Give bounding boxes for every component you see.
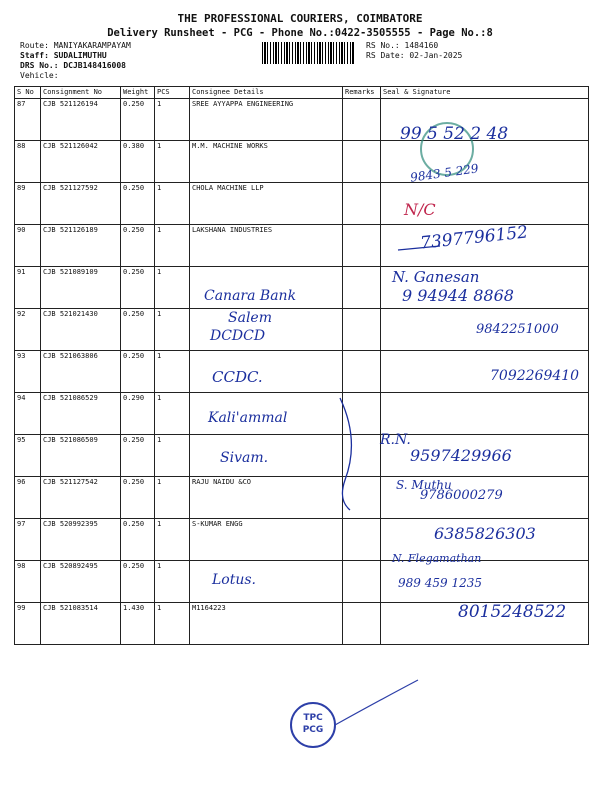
row-consignee: LAKSHANA INDUSTRIES bbox=[190, 225, 343, 267]
row-consignment-no: CJB 521126194 bbox=[41, 99, 121, 141]
row-pcs: 1 bbox=[155, 393, 190, 435]
handwriting-98: N. Flegamathan bbox=[392, 552, 482, 565]
header-signature: Seal & Signature bbox=[381, 87, 589, 99]
row-weight: 0.250 bbox=[121, 99, 155, 141]
handwriting-91: N. Ganesan bbox=[392, 268, 480, 286]
vehicle-text: Vehicle: bbox=[20, 71, 59, 80]
handwriting-94: Kali'ammal bbox=[208, 410, 288, 426]
row-consignment-no: CJB 521127592 bbox=[41, 183, 121, 225]
row-sno: 90 bbox=[15, 225, 41, 267]
row-weight: 0.250 bbox=[121, 267, 155, 309]
row-weight: 0.250 bbox=[121, 561, 155, 603]
handwriting-91b: 9 94944 8868 bbox=[402, 286, 514, 305]
row-consignee: S-KUMAR ENGG bbox=[190, 519, 343, 561]
row-pcs: 1 bbox=[155, 477, 190, 519]
handwriting-89: N/C bbox=[404, 200, 436, 219]
row-consignment-no: CJB 521089109 bbox=[41, 267, 121, 309]
handwriting-98c: Lotus. bbox=[212, 572, 257, 588]
row-consignment-no: CJB 521126042 bbox=[41, 141, 121, 183]
row-weight: 0.250 bbox=[121, 183, 155, 225]
header-remarks: Remarks bbox=[343, 87, 381, 99]
handwriting-92b: DCDCD bbox=[210, 328, 266, 344]
row-weight: 0.250 bbox=[121, 351, 155, 393]
staff-text: Staff: SUDALIMUTHU bbox=[20, 51, 107, 60]
row-weight: 0.250 bbox=[121, 477, 155, 519]
handwriting-92c: 9842251000 bbox=[476, 322, 559, 337]
rs-number: RS No.: 1484160 bbox=[366, 41, 439, 50]
row-consignee: M.M. MACHINE WORKS bbox=[190, 141, 343, 183]
handwriting-99: 8015248522 bbox=[458, 602, 567, 622]
row-consignment-no: CJB 521086529 bbox=[41, 393, 121, 435]
handwriting-88: 9843 5 229 bbox=[409, 161, 480, 185]
row-weight: 0.250 bbox=[121, 309, 155, 351]
row-sno: 89 bbox=[15, 183, 41, 225]
row-consignee: M1164223 bbox=[190, 603, 343, 645]
row-sno: 99 bbox=[15, 603, 41, 645]
row-sno: 96 bbox=[15, 477, 41, 519]
row-consignment-no: CJB 521127542 bbox=[41, 477, 121, 519]
row-consignee: RAJU NAIDU &CO bbox=[190, 477, 343, 519]
tpc-stamp-line1: TPC bbox=[303, 713, 323, 723]
row-weight: 0.250 bbox=[121, 225, 155, 267]
handwriting-95c: Sivam. bbox=[220, 450, 269, 466]
company-title: THE PROFESSIONAL COURIERS, COIMBATORE bbox=[177, 12, 423, 25]
row-pcs: 1 bbox=[155, 603, 190, 645]
handwriting-93: CCDC. bbox=[212, 368, 263, 386]
handwriting-91c: Canara Bank bbox=[204, 288, 297, 304]
row-consignment-no: CJB 520992395 bbox=[41, 519, 121, 561]
row-weight: 1.430 bbox=[121, 603, 155, 645]
route-text: Route: MANIYAKARAMPAYAM bbox=[20, 41, 131, 50]
row-consignment-no: CJB 521086509 bbox=[41, 435, 121, 477]
row-pcs: 1 bbox=[155, 183, 190, 225]
row-sno: 91 bbox=[15, 267, 41, 309]
handwriting-95b: 9597429966 bbox=[410, 446, 512, 465]
tpc-stamp bbox=[290, 702, 336, 748]
header-consignee: Consignee Details bbox=[190, 87, 343, 99]
drs-number: DRS No.: DCJB148416008 bbox=[20, 61, 126, 70]
row-sno: 93 bbox=[15, 351, 41, 393]
row-consignee: SREE AYYAPPA ENGINEERING bbox=[190, 99, 343, 141]
row-sno: 97 bbox=[15, 519, 41, 561]
row-consignment-no: CJB 520892495 bbox=[41, 561, 121, 603]
row-consignment-no: CJB 521083514 bbox=[41, 603, 121, 645]
row-consignment-no: CJB 521021430 bbox=[41, 309, 121, 351]
row-sno: 95 bbox=[15, 435, 41, 477]
handwriting-96b: 9786000279 bbox=[420, 488, 503, 503]
handwriting-90: 7397796152 bbox=[419, 222, 529, 254]
row-sno: 88 bbox=[15, 141, 41, 183]
row-sno: 98 bbox=[15, 561, 41, 603]
row-weight: 0.250 bbox=[121, 519, 155, 561]
header-pcs: PCS bbox=[155, 87, 190, 99]
row-consignment-no: CJB 521063806 bbox=[41, 351, 121, 393]
header-weight: Weight bbox=[121, 87, 155, 99]
row-consignee: CHOLA MACHINE LLP bbox=[190, 183, 343, 225]
handwriting-98b: 989 459 1235 bbox=[398, 576, 482, 590]
row-weight: 0.380 bbox=[121, 141, 155, 183]
row-pcs: 1 bbox=[155, 309, 190, 351]
row-sno: 94 bbox=[15, 393, 41, 435]
row-pcs: 1 bbox=[155, 141, 190, 183]
handwriting-87: 99 5 52 2 48 bbox=[400, 124, 509, 144]
row-pcs: 1 bbox=[155, 267, 190, 309]
row-weight: 0.290 bbox=[121, 393, 155, 435]
row-pcs: 1 bbox=[155, 519, 190, 561]
row-pcs: 1 bbox=[155, 99, 190, 141]
tpc-stamp-line2: PCG bbox=[302, 725, 324, 735]
row-pcs: 1 bbox=[155, 225, 190, 267]
handwriting-93b: 7092269410 bbox=[490, 368, 580, 384]
row-pcs: 1 bbox=[155, 435, 190, 477]
rs-date: RS Date: 02-Jan-2025 bbox=[366, 51, 463, 60]
header-consignment: Consignment No bbox=[41, 87, 121, 99]
row-sno: 92 bbox=[15, 309, 41, 351]
row-weight: 0.250 bbox=[121, 435, 155, 477]
runsheet-title: Delivery Runsheet - PCG - Phone No.:0422-3505555 - Page No.:8 bbox=[107, 27, 493, 39]
handwriting-96: S. Muthu bbox=[396, 478, 452, 492]
header-sno: S No bbox=[15, 87, 41, 99]
row-pcs: 1 bbox=[155, 351, 190, 393]
row-sno: 87 bbox=[15, 99, 41, 141]
row-pcs: 1 bbox=[155, 561, 190, 603]
row-consignment-no: CJB 521126189 bbox=[41, 225, 121, 267]
handwriting-95: R.N. bbox=[380, 432, 411, 448]
handwriting-92: Salem bbox=[228, 310, 272, 326]
handwriting-97: 6385826303 bbox=[434, 524, 536, 543]
